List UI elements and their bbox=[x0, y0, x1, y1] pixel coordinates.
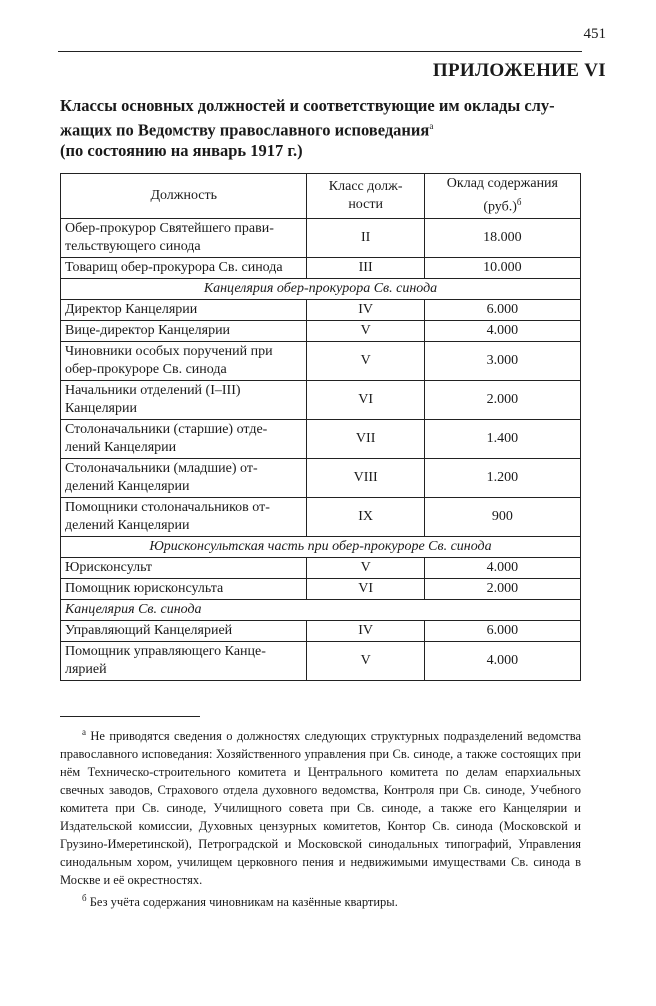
salary-cell: 4.000 bbox=[424, 320, 580, 341]
header-salary bbox=[424, 174, 580, 219]
footnote-a bbox=[60, 723, 581, 889]
position-cell: Начальники отделений (I–III) Канцелярии bbox=[61, 380, 307, 419]
table-row bbox=[61, 641, 581, 680]
section-heading: Канцелярия Св. синода bbox=[61, 599, 581, 620]
salary-cell: 18.000 bbox=[424, 218, 580, 257]
position-cell: Юрисконсульт bbox=[61, 557, 307, 578]
footnote-a-marker: а bbox=[82, 727, 86, 737]
section-heading: Канцелярия обер-прокурора Св. синода bbox=[61, 278, 581, 299]
table-row bbox=[61, 218, 581, 257]
position-cell: Помощник управляющего Канце-лярией bbox=[61, 641, 307, 680]
position-cell: Чиновники особых поручений при обер-прокуроре Св. синода bbox=[61, 341, 307, 380]
salary-cell: 4.000 bbox=[424, 641, 580, 680]
position-cell: Помощники столоначальников от-делений Канцелярии bbox=[61, 497, 307, 536]
salary-cell: 1.400 bbox=[424, 419, 580, 458]
section-heading: Юрисконсультская часть при обер-прокуроре Св. синода bbox=[61, 536, 581, 557]
class-cell: VII bbox=[307, 419, 424, 458]
footnote-b-text: Без учёта содержания чиновникам на казённые квартиры. bbox=[89, 895, 398, 910]
table-row bbox=[61, 341, 581, 380]
header-salary-text: Оклад содержания (руб.) bbox=[446, 176, 558, 215]
class-cell: VI bbox=[307, 578, 424, 599]
salary-cell: 4.000 bbox=[424, 557, 580, 578]
class-cell: II bbox=[307, 218, 424, 257]
salary-cell: 6.000 bbox=[424, 299, 580, 320]
class-cell: V bbox=[307, 341, 424, 380]
table-row bbox=[61, 497, 581, 536]
footnote-a-text: Не приводятся сведения о должностях следующих структурных подразделений ведомства православного исповедания: Хозяйственного управления при Св. синоде, а также состоящих при нём Техническо-строительного комитета и Центрального комитета по делам епархиальных свечных заводов, Страхового отдела духовного ведомства, Контроля при Св. синоде, Учебного комитета при Св. синоде, Училищного совета при Св. синоде, а также его Канцелярии и Издательской комиссии, Духовных цензурных комитетов, Контор Св. синода (Московской и Грузино-Имеретинской), Петроградской и Московской синодальных типографий, Управления синодальным хором, училищем церковного пения и недвижимыми имуществами Св. синода в Москве и её окрестностях. bbox=[60, 729, 581, 888]
appendix-title: ПРИЛОЖЕНИЕ VI bbox=[432, 60, 606, 81]
position-cell: Столоначальники (младшие) от-делений Канцелярии bbox=[61, 458, 307, 497]
title-line-2-text: жащих по Ведомству православного исповедания bbox=[60, 120, 430, 140]
table-header-row bbox=[61, 174, 581, 219]
class-cell: VIII bbox=[307, 458, 424, 497]
table-row bbox=[61, 557, 581, 578]
title-line-1: Классы основных должностей и соответствующие им оклады слу- bbox=[60, 96, 555, 115]
class-cell: IV bbox=[307, 620, 424, 641]
salary-cell: 2.000 bbox=[424, 578, 580, 599]
class-cell: V bbox=[307, 557, 424, 578]
header-rule bbox=[58, 51, 582, 52]
title-line-2 bbox=[60, 116, 580, 141]
position-cell: Директор Канцелярии bbox=[61, 299, 307, 320]
salary-cell: 6.000 bbox=[424, 620, 580, 641]
position-cell: Столоначальники (старшие) отде-лений Канцелярии bbox=[61, 419, 307, 458]
salary-cell: 900 bbox=[424, 497, 580, 536]
footnote-rule bbox=[60, 716, 200, 717]
table-row bbox=[61, 578, 581, 599]
position-cell: Вице-директор Канцелярии bbox=[61, 320, 307, 341]
position-cell: Товарищ обер-прокурора Св. синода bbox=[61, 257, 307, 278]
footnote-b-marker: б bbox=[82, 893, 87, 904]
header-position: Должность bbox=[61, 174, 307, 219]
class-cell: IV bbox=[307, 299, 424, 320]
table-row bbox=[61, 320, 581, 341]
class-cell: V bbox=[307, 641, 424, 680]
positions-table bbox=[60, 173, 581, 681]
table-row bbox=[61, 458, 581, 497]
page-number: 451 bbox=[583, 26, 606, 42]
document-title bbox=[60, 96, 580, 161]
salary-cell: 2.000 bbox=[424, 380, 580, 419]
table-row bbox=[61, 380, 581, 419]
class-cell: IX bbox=[307, 497, 424, 536]
section-row bbox=[61, 536, 581, 557]
position-cell: Управляющий Канцелярией bbox=[61, 620, 307, 641]
table-row bbox=[61, 299, 581, 320]
position-cell: Помощник юрисконсульта bbox=[61, 578, 307, 599]
table-row bbox=[61, 419, 581, 458]
class-cell: III bbox=[307, 257, 424, 278]
title-footnote-marker: а bbox=[429, 121, 434, 131]
table-row bbox=[61, 257, 581, 278]
section-row bbox=[61, 278, 581, 299]
class-cell: V bbox=[307, 320, 424, 341]
position-cell: Обер-прокурор Святейшего прави-тельствующего синода bbox=[61, 218, 307, 257]
class-cell: VI bbox=[307, 380, 424, 419]
footnotes bbox=[60, 723, 581, 911]
table-row bbox=[61, 620, 581, 641]
salary-footnote-marker: б bbox=[516, 197, 522, 207]
salary-cell: 3.000 bbox=[424, 341, 580, 380]
salary-cell: 1.200 bbox=[424, 458, 580, 497]
header-class: Класс долж-ности bbox=[307, 174, 424, 219]
title-line-3: (по состоянию на январь 1917 г.) bbox=[60, 140, 303, 160]
section-row bbox=[61, 599, 581, 620]
footnote-b bbox=[60, 889, 581, 911]
salary-cell: 10.000 bbox=[424, 257, 580, 278]
